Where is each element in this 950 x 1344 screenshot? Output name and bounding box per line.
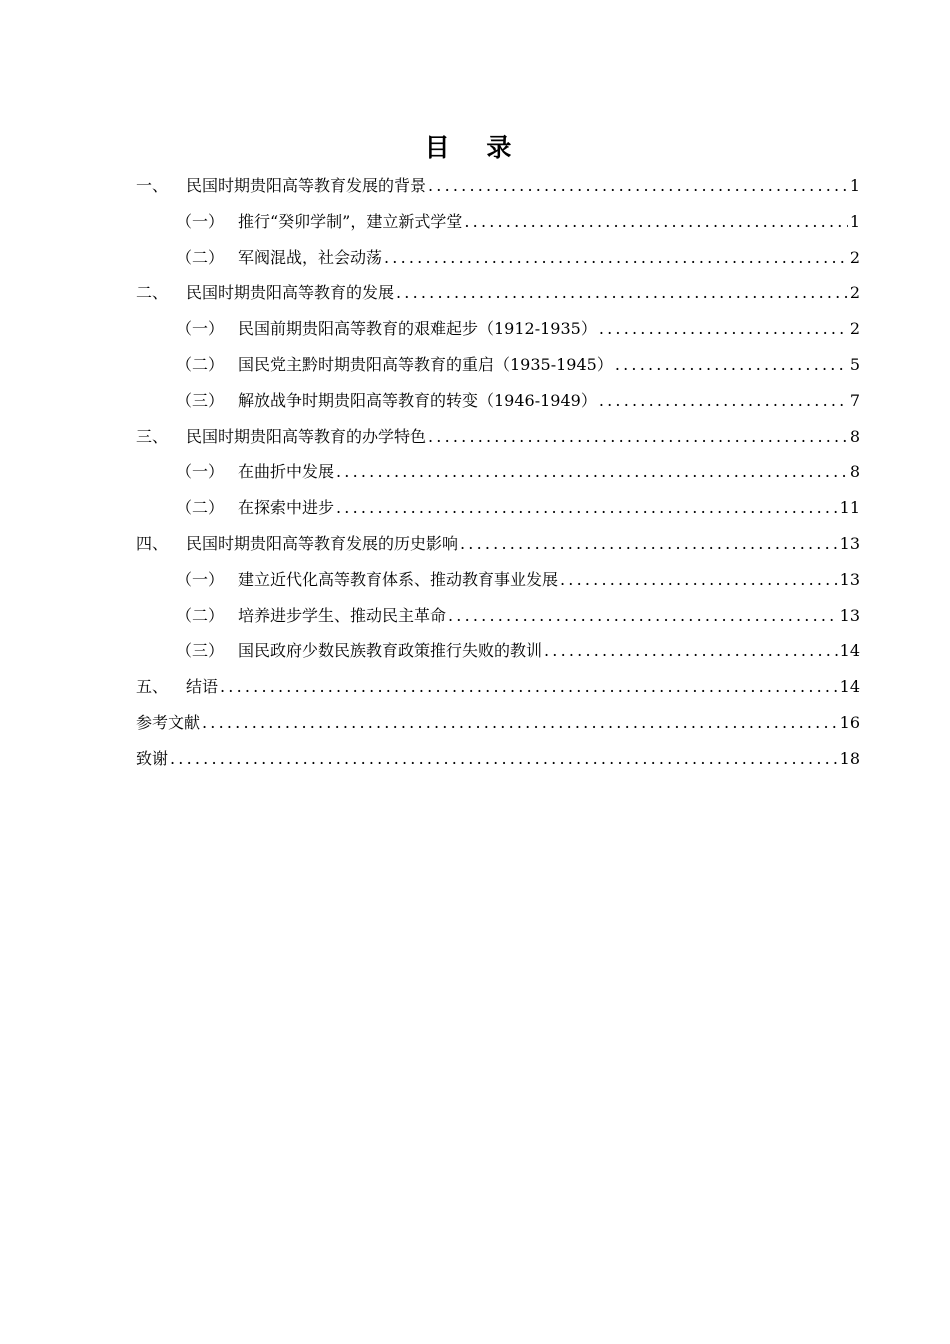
toc-entry[interactable] xyxy=(136,419,860,455)
toc-entry-text: 致谢 xyxy=(136,748,169,768)
toc-entry-number: （一） xyxy=(176,462,225,482)
toc-entry[interactable] xyxy=(136,490,860,526)
toc-entry-number: 二、 xyxy=(136,283,169,303)
toc-entry-text: 军阀混战，社会动荡 xyxy=(238,247,383,267)
toc-entry[interactable] xyxy=(136,311,860,347)
toc-dot-leader xyxy=(428,419,848,455)
toc-entry-text: 国民政府少数民族教育政策推行失败的教训 xyxy=(238,641,543,661)
toc-title: 目 录 xyxy=(424,133,526,162)
toc-dot-leader xyxy=(336,454,848,490)
toc-entry-page-number: 5 xyxy=(849,354,860,374)
toc-dot-leader xyxy=(615,347,848,383)
toc-dot-leader xyxy=(448,598,838,634)
toc-dot-leader xyxy=(544,633,838,669)
toc-entry-page-number: 14 xyxy=(839,677,860,697)
toc-dot-leader xyxy=(428,168,848,204)
toc-entry-number: 五、 xyxy=(136,677,169,697)
toc-entry[interactable] xyxy=(136,204,860,240)
toc-entry-number: （一） xyxy=(176,319,225,339)
toc-entry-number: （一） xyxy=(176,211,225,231)
toc-dot-leader xyxy=(384,240,848,276)
toc-entry-page-number: 2 xyxy=(849,247,860,267)
toc-entry-number: 四、 xyxy=(136,533,169,553)
toc-entry-page-number: 13 xyxy=(839,569,860,589)
toc-entry-text: 民国时期贵阳高等教育发展的历史影响 xyxy=(186,533,459,553)
toc-entry-number: 一、 xyxy=(136,176,169,195)
toc-entry-text: 民国前期贵阳高等教育的艰难起步（1912-1935） xyxy=(238,319,597,339)
toc-entry-page-number: 8 xyxy=(849,462,860,482)
toc-entry-text: 培养进步学生、推动民主革命 xyxy=(238,605,447,625)
toc-entry-text: 结语 xyxy=(186,677,219,697)
toc-entry[interactable] xyxy=(136,705,860,741)
toc-entry[interactable] xyxy=(136,526,860,562)
toc-dot-leader xyxy=(220,669,838,705)
toc-entry-number: （二） xyxy=(176,605,225,625)
toc-entry-number: （二） xyxy=(176,354,225,374)
toc-dot-leader xyxy=(464,204,847,240)
toc-entry[interactable] xyxy=(136,240,860,276)
toc-entry-page-number: 8 xyxy=(849,426,860,446)
toc-entry-number: （三） xyxy=(176,390,225,410)
toc-entry-page-number: 2 xyxy=(849,319,860,339)
toc-entry[interactable] xyxy=(136,669,860,705)
toc-dot-leader xyxy=(336,490,838,526)
toc-entry-page-number: 7 xyxy=(849,390,860,410)
toc-dot-leader xyxy=(599,311,848,347)
toc-list xyxy=(136,168,860,777)
toc-entry-page-number: 11 xyxy=(839,498,860,518)
toc-entry-text: 参考文献 xyxy=(136,712,201,732)
toc-entry-page-number: 1 xyxy=(849,211,860,231)
toc-entry[interactable] xyxy=(136,598,860,634)
toc-entry-number: （二） xyxy=(176,247,225,267)
toc-dot-leader xyxy=(202,705,838,741)
toc-dot-leader xyxy=(396,275,848,311)
toc-entry-page-number: 14 xyxy=(839,641,860,661)
toc-entry-page-number: 2 xyxy=(849,283,860,303)
toc-entry-page-number: 13 xyxy=(839,605,860,625)
toc-dot-leader xyxy=(460,526,838,562)
toc-entry-text: 在曲折中发展 xyxy=(238,462,335,482)
toc-entry-page-number: 13 xyxy=(839,533,860,553)
toc-entry[interactable] xyxy=(136,168,860,204)
toc-entry-text: 民国时期贵阳高等教育的发展 xyxy=(186,283,395,303)
toc-entry[interactable] xyxy=(136,633,860,669)
toc-entry-page-number: 16 xyxy=(839,712,860,732)
toc-dot-leader xyxy=(560,562,838,598)
toc-entry[interactable] xyxy=(136,383,860,419)
toc-dot-leader xyxy=(170,741,838,777)
toc-entry-text: 国民党主黔时期贵阳高等教育的重启（1935-1945） xyxy=(238,354,613,374)
toc-entry-page-number: 1 xyxy=(849,176,860,195)
toc-entry-number: （二） xyxy=(176,498,225,518)
toc-dot-leader xyxy=(599,383,848,419)
toc-entry-text: 推行“癸卯学制”，建立新式学堂 xyxy=(238,211,463,231)
toc-entry-text: 建立近代化高等教育体系、推动教育事业发展 xyxy=(238,569,559,589)
toc-entry-number: （一） xyxy=(176,569,225,589)
toc-entry-text: 民国时期贵阳高等教育发展的背景 xyxy=(186,176,427,195)
toc-entry[interactable] xyxy=(136,454,860,490)
toc-entry-page-number: 18 xyxy=(839,748,860,768)
toc-entry-text: 解放战争时期贵阳高等教育的转变（1946-1949） xyxy=(238,390,597,410)
toc-entry[interactable] xyxy=(136,275,860,311)
toc-entry[interactable] xyxy=(136,741,860,777)
toc-entry-number: 三、 xyxy=(136,426,169,446)
toc-entry-text: 在探索中进步 xyxy=(238,498,335,518)
toc-entry[interactable] xyxy=(136,347,860,383)
toc-entry-number: （三） xyxy=(176,641,225,661)
toc-entry[interactable] xyxy=(136,562,860,598)
toc-entry-text: 民国时期贵阳高等教育的办学特色 xyxy=(186,426,427,446)
